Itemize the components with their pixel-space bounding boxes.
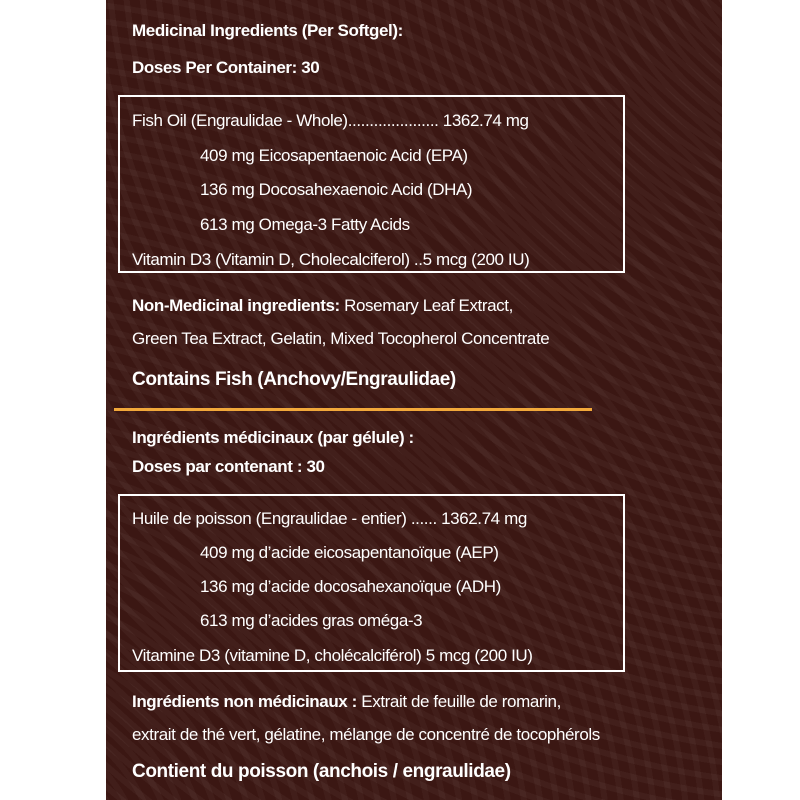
french-vitamin-d3-line: Vitamine D3 (vitamine D, cholécalciférol) 5 mcg (200 IU) — [132, 646, 533, 665]
french-non-medicinal-label: Ingrédients non médicinaux : — [132, 692, 357, 711]
english-non-medicinal-label: Non-Medicinal ingredients: — [132, 296, 340, 315]
english-allergen-statement: Contains Fish (Anchovy/Engraulidae) — [132, 369, 456, 390]
french-omega3-line: 613 mg d’acides gras oméga-3 — [200, 611, 423, 630]
language-separator — [114, 408, 592, 411]
french-aep-line: 409 mg d’acide eicosapentanoïque (AEP) — [200, 543, 499, 562]
french-non-medicinal-line2: extrait de thé vert, gélatine, mélange de concentré de tocophérols — [132, 725, 600, 744]
french-adh-line: 136 mg d’acide docosahexanoïque (ADH) — [200, 577, 501, 596]
french-fish-oil-line: Huile de poisson (Engraulidae - entier) ...... 1362.74 mg — [132, 509, 527, 528]
english-dha-line: 136 mg Docosahexaenoic Acid (DHA) — [200, 180, 473, 199]
french-heading: Ingrédients médicinaux (par gélule) : — [132, 428, 414, 447]
english-non-medicinal-line2: Green Tea Extract, Gelatin, Mixed Tocopherol Concentrate — [132, 329, 550, 348]
english-non-medicinal-text1: Rosemary Leaf Extract, — [339, 296, 513, 315]
english-epa-line: 409 mg Eicosapentaenoic Acid (EPA) — [200, 146, 468, 165]
english-non-medicinal-line1 — [132, 296, 513, 316]
english-doses-per-container: Doses Per Container: 30 — [132, 58, 320, 77]
english-fish-oil-line: Fish Oil (Engraulidae - Whole)..................... 1362.74 mg — [132, 111, 529, 130]
french-non-medicinal-text1: Extrait de feuille de romarin, — [356, 692, 561, 711]
french-non-medicinal-line1 — [132, 692, 561, 712]
french-allergen-statement: Contient du poisson (anchois / engraulidae) — [132, 761, 511, 782]
english-vitamin-d3-line: Vitamin D3 (Vitamin D, Cholecalciferol) ..5 mcg (200 IU) — [132, 250, 530, 269]
english-heading: Medicinal Ingredients (Per Softgel): — [132, 21, 403, 40]
ingredients-label-panel — [106, 0, 722, 800]
french-doses-per-container: Doses par contenant : 30 — [132, 457, 325, 476]
english-omega3-line: 613 mg Omega-3 Fatty Acids — [200, 215, 410, 234]
